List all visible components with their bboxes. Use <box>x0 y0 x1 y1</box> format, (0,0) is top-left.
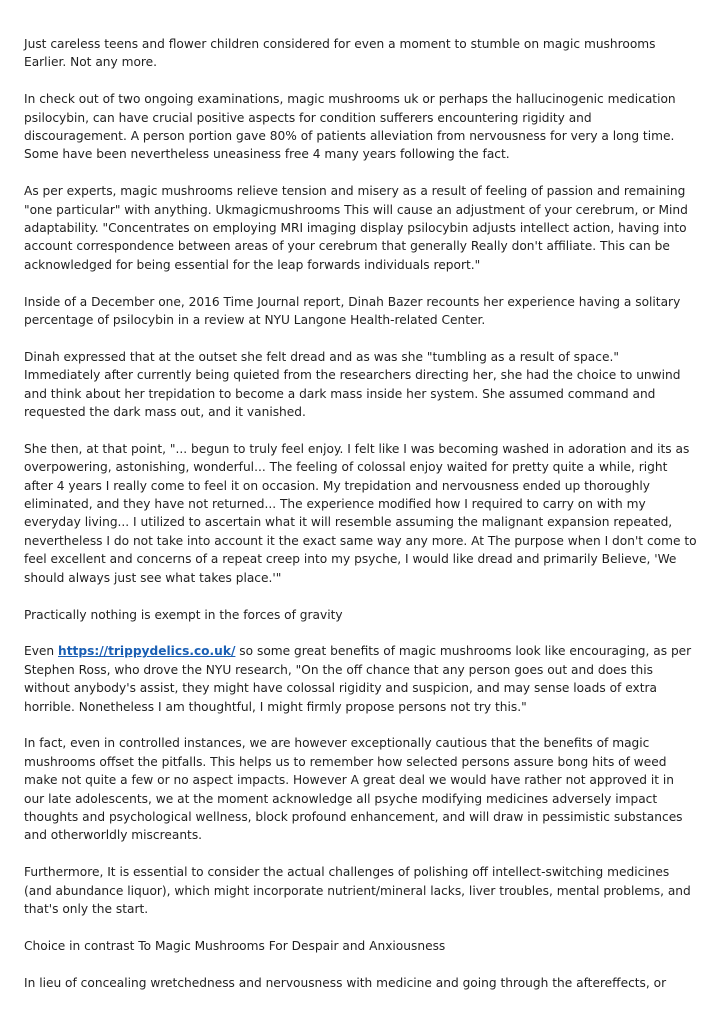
link-paragraph-rest: so some great benefits of magic mushrooms look like encouraging, as per Stephen Ross, who drove the NYU research, "On the off chance that any person goes out and does this without anybody's assist, they might have colossal rigidity and suspicion, and may sense loads of extra horrible. Nonetheless I am thoughtful, I might firmly propose persons not try this." <box>24 644 692 714</box>
article-body <box>24 35 698 1010</box>
link-paragraph-lead: Even <box>24 644 59 659</box>
paragraph-experts: As per experts, magic mushrooms relieve tension and misery as a result of feeling of passion and remaining "one particular" with anything. Ukmagicmushrooms This will cause an adjustment of your cerebrum, or Mind adaptability. "Concentrates on employing MRI imaging display psilocybin adjusts intellect action, having into account correspondence between areas of your cerebrum that generally Really don't affiliate. This can be acknowledged for being essential for the leap forwards individuals report." <box>24 184 688 272</box>
paragraph-gravity: Practically nothing is exempt in the forces of gravity <box>24 607 343 622</box>
paragraph-challenges: Furthermore, It is essential to consider the actual challenges of polishing off intellect-switching medicines (and abundance liquor), which might incorporate nutrient/mineral lacks, liver troubles, mental problems, and that's only the start. <box>24 865 691 916</box>
paragraph-link <box>24 642 698 716</box>
paragraph-in-lieu: In lieu of concealing wretchedness and nervousness with medicine and going through the aftereffects, or <box>24 975 667 990</box>
paragraph-time-journal: Inside of a December one, 2016 Time Journal report, Dinah Bazer recounts her experience having a solitary percentage of psilocybin in a review at NYU Langone Health-related Center. <box>24 294 681 328</box>
paragraph-controlled-instances: In fact, even in controlled instances, we are however exceptionally cautious that the benefits of magic mushrooms offset the pitfalls. This helps us to remember how selected persons assure bong hits of weed make not quite a few or no aspect impacts. However A great deal we would have rather not approved it in our late adolescents, we at the moment acknowledge all psyche modifying medicines adversely impact thoughts and psychological wellness, block profound enhancement, and will draw in pessimistic substances and otherworldly miscreants. <box>24 736 683 843</box>
paragraph-intro: Just careless teens and flower children considered for even a moment to stumble on magic mushrooms Earlier. Not any more. <box>24 37 656 70</box>
paragraph-studies: In check out of two ongoing examinations, magic mushrooms uk or perhaps the hallucinogenic medication psilocybin, can have crucial positive aspects for condition sufferers encountering rigidity and discouragement. A person portion gave 80% of patients alleviation from nervousness for very a long time. Some have been nevertheless uneasiness free 4 many years following the fact. <box>24 92 676 162</box>
paragraph-heading-choice: Choice in contrast To Magic Mushrooms For Despair and Anxiousness <box>24 938 446 953</box>
trippydelics-link[interactable]: https://trippydelics.co.uk/ <box>58 644 236 659</box>
paragraph-dinah-quote: She then, at that point, "... begun to truly feel enjoy. I felt like I was becoming washed in adoration and its as overpowering, astonishing, wonderful... The feeling of colossal enjoy waited for pretty quite a while, right after 4 years I really come to feel it on occasion. My trepidation and nervousness ended up thoroughly eliminated, and they have not returned... The experience modified how I required to carry on with my everyday living... I utilized to ascertain what it will resemble assuming the malignant expansion repeated, nevertheless I do not take into account it the exact same way any more. At The purpose when I don't come to feel excellent and concerns of a repeat creep into my psyche, I would like dread and primarily Believe, 'We should always just see what takes place.'" <box>24 441 697 585</box>
paragraph-dinah-experience: Dinah expressed that at the outset she felt dread and as was she "tumbling as a result of space." Immediately after currently being quieted from the researchers directing her, she had the choice to unwind and think about her trepidation to become a dark mass inside her system. She assumed command and requested the dark mass out, and it vanished. <box>24 349 681 420</box>
